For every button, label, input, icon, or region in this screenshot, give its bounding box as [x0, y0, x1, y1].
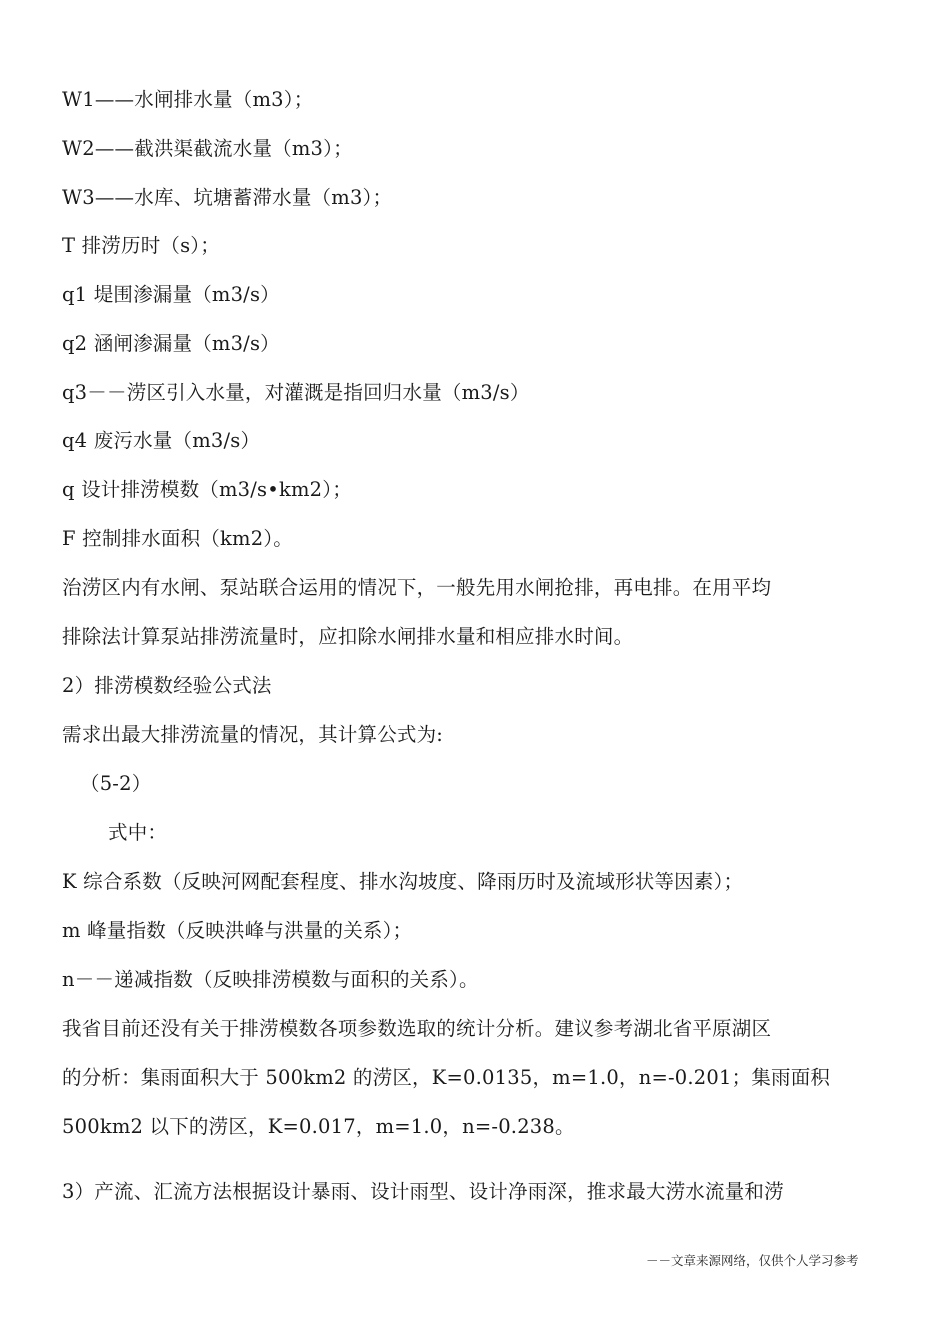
definition-t: T 排涝历时（s）； [62, 234, 220, 257]
definition-w1: W1——水闸排水量（m3）； [62, 88, 314, 111]
paragraph-line: 我省目前还没有关于排涝模数各项参数选取的统计分析。建议参考湖北省平原湖区 [62, 1017, 772, 1040]
where-label: 式中： [108, 821, 168, 844]
definition-q1: q1 堤围渗漏量（m3/s） [62, 283, 280, 306]
paragraph-line: 的分析：集雨面积大于 500km2 的涝区，K=0.0135，m=1.0，n=-0.201；集雨面积 [62, 1066, 831, 1089]
paragraph-line: 治涝区内有水闸、泵站联合运用的情况下，一般先用水闸抢排，再电排。在用平均 [62, 576, 772, 599]
definition-q4: q4 废污水量（m3/s） [62, 429, 261, 452]
definition-k: K 综合系数（反映河网配套程度、排水沟坡度、降雨历时及流域形状等因素）； [62, 870, 744, 893]
section-heading: 2）排涝模数经验公式法 [62, 674, 272, 697]
definition-q3: q3－－涝区引入水量，对灌溉是指回归水量（m3/s） [62, 381, 530, 404]
definition-n: n－－递减指数（反映排涝模数与面积的关系）。 [62, 968, 479, 991]
section-heading: 3）产流、汇流方法根据设计暴雨、设计雨型、设计净雨深，推求最大涝水流量和涝 [62, 1180, 784, 1203]
definition-q2: q2 涵闸渗漏量（m3/s） [62, 332, 280, 355]
definition-q: q 设计排涝模数（m3/s•km2）； [62, 478, 352, 501]
paragraph-line: 排除法计算泵站排涝流量时，应扣除水闸排水量和相应排水时间。 [62, 625, 634, 648]
paragraph-line: 需求出最大排涝流量的情况，其计算公式为: [62, 723, 444, 746]
footer-note: －－文章来源网络，仅供个人学习参考 [646, 1253, 859, 1268]
definition-f: F 控制排水面积（km2）。 [62, 527, 293, 550]
equation-number: （5-2） [80, 772, 152, 795]
paragraph-line: 500km2 以下的涝区，K=0.017，m=1.0，n=-0.238。 [62, 1115, 575, 1138]
definition-w2: W2——截洪渠截流水量（m3）； [62, 137, 353, 160]
definition-m: m 峰量指数（反映洪峰与洪量的关系）； [62, 919, 413, 942]
definition-w3: W3——水库、坑塘蓄滞水量（m3）； [62, 186, 393, 209]
